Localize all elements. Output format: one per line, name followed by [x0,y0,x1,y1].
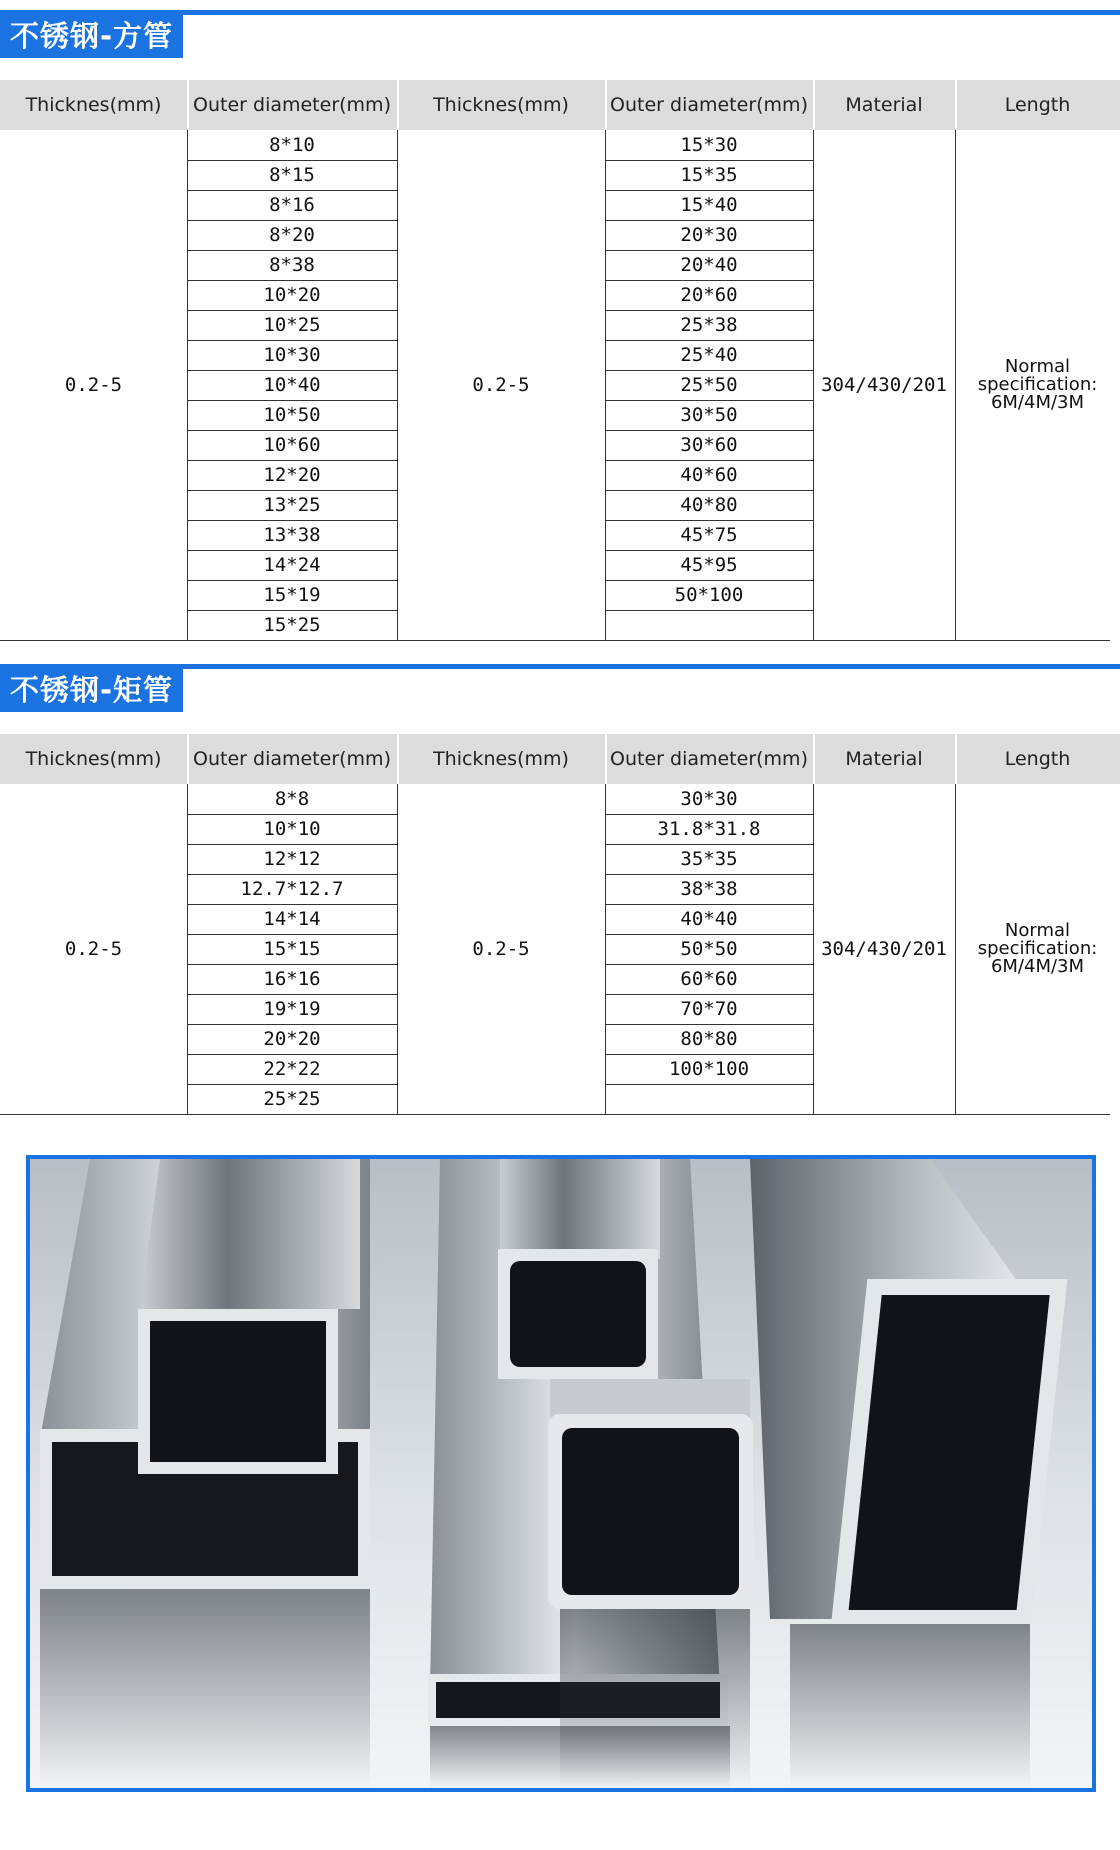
spec-table [0,734,1110,1124]
outer-diameter-cell: 10*30 [263,344,321,366]
outer-diameter-cell: 8*20 [269,224,315,246]
outer-diameter-cell: 10*10 [263,818,321,840]
header-divider [187,80,189,130]
header-divider [955,80,957,130]
outer-diameter-cell: 12*12 [263,848,321,870]
outer-diameter-cell: 30*50 [680,404,738,426]
outer-diameter-cell: 50*50 [680,938,738,960]
outer-diameter-cell: 38*38 [680,878,738,900]
header-divider [605,734,607,784]
thickness-cell: 0.2-5 [472,938,530,960]
column-header: Material [845,94,923,116]
product-photo [26,1155,1096,1792]
outer-diameter-cell: 30*30 [680,788,738,810]
outer-diameter-cell: 10*50 [263,404,321,426]
header-divider [187,734,189,784]
outer-diameter-cell: 100*100 [668,1058,750,1080]
column-header: Thicknes(mm) [25,94,162,116]
outer-diameter-cell: 22*22 [263,1058,321,1080]
length-text-line: specification: [977,938,1098,959]
column-header: Outer diameter(mm) [193,748,391,770]
table-bottom-border [0,1114,1110,1115]
outer-diameter-cell: 8*10 [269,134,315,156]
length-text-line: 6M/4M/3M [990,956,1085,977]
material-cell: 304/430/201 [821,374,947,396]
outer-diameter-cell: 16*16 [263,968,321,990]
outer-diameter-cell: 8*16 [269,194,315,216]
section-rect-tube [0,664,1120,1124]
outer-diameter-cell: 12*20 [263,464,321,486]
outer-diameter-cell: 8*8 [274,788,310,810]
outer-diameter-cell [605,1084,813,1114]
outer-diameter-cell: 25*40 [680,344,738,366]
column-header: Thicknes(mm) [433,94,569,116]
outer-diameter-cell: 80*80 [680,1028,738,1050]
outer-diameter-cell: 15*15 [263,938,321,960]
column-header: Outer diameter(mm) [610,748,808,770]
column-header: Length [1004,94,1071,116]
outer-diameter-cell: 8*38 [269,254,315,276]
length-text-line: 6M/4M/3M [990,392,1085,413]
column-header: Material [845,748,923,770]
column-header: Thicknes(mm) [433,748,569,770]
header-divider [397,734,399,784]
outer-diameter-cell: 10*40 [263,374,321,396]
header-divider [397,80,399,130]
outer-diameter-cell: 35*35 [680,848,738,870]
stainless-steel-tubes-photo [30,1159,1092,1788]
outer-diameter-cell [605,610,813,640]
length-text-line: Normal [1004,920,1071,941]
outer-diameter-cell: 15*35 [680,164,738,186]
outer-diameter-cell: 30*60 [680,434,738,456]
outer-diameter-cell: 60*60 [680,968,738,990]
outer-diameter-cell: 14*14 [263,908,321,930]
section-square-tube [0,10,1120,645]
outer-diameter-cell: 25*38 [680,314,738,336]
table-bottom-border [0,640,1110,641]
column-header: Outer diameter(mm) [193,94,391,116]
column-header: Outer diameter(mm) [610,94,808,116]
outer-diameter-cell: 20*30 [680,224,738,246]
outer-diameter-cell: 40*80 [680,494,738,516]
length-cell [955,784,1120,1114]
outer-diameter-cell: 8*15 [269,164,315,186]
outer-diameter-cell: 10*60 [263,434,321,456]
outer-diameter-cell: 40*40 [680,908,738,930]
outer-diameter-cell: 20*60 [680,284,738,306]
outer-diameter-cell: 10*25 [263,314,321,336]
outer-diameter-cell: 13*38 [263,524,321,546]
spec-table [0,80,1110,645]
outer-diameter-cell: 25*50 [680,374,738,396]
thickness-cell: 0.2-5 [64,938,123,960]
outer-diameter-cell: 10*20 [263,284,321,306]
outer-diameter-cell: 25*25 [263,1088,321,1110]
length-text-line: specification: [977,374,1098,395]
outer-diameter-cell: 12.7*12.7 [240,878,344,900]
thickness-cell: 0.2-5 [472,374,530,396]
header-divider [605,80,607,130]
outer-diameter-cell: 45*75 [680,524,738,546]
header-divider [955,734,957,784]
column-header: Thicknes(mm) [25,748,162,770]
outer-diameter-cell: 50*100 [674,584,744,606]
outer-diameter-cell: 70*70 [680,998,738,1020]
outer-diameter-cell: 13*25 [263,494,321,516]
length-text-line: Normal [1004,356,1071,377]
section-title: 不锈钢-矩管 [0,669,183,712]
column-header: Length [1004,748,1071,770]
material-cell: 304/430/201 [821,938,947,960]
outer-diameter-cell: 20*40 [680,254,738,276]
outer-diameter-cell: 15*30 [680,134,738,156]
outer-diameter-cell: 15*25 [263,614,321,636]
outer-diameter-cell: 20*20 [263,1028,321,1050]
outer-diameter-cell: 14*24 [263,554,321,576]
thickness-cell: 0.2-5 [64,374,123,396]
header-divider [813,734,815,784]
outer-diameter-cell: 45*95 [680,554,738,576]
outer-diameter-cell: 15*40 [680,194,738,216]
section-title: 不锈钢-方管 [0,15,183,58]
outer-diameter-cell: 31.8*31.8 [657,818,761,840]
length-cell [955,130,1120,640]
header-divider [813,80,815,130]
outer-diameter-cell: 19*19 [263,998,321,1020]
outer-diameter-cell: 15*19 [263,584,321,606]
outer-diameter-cell: 40*60 [680,464,738,486]
